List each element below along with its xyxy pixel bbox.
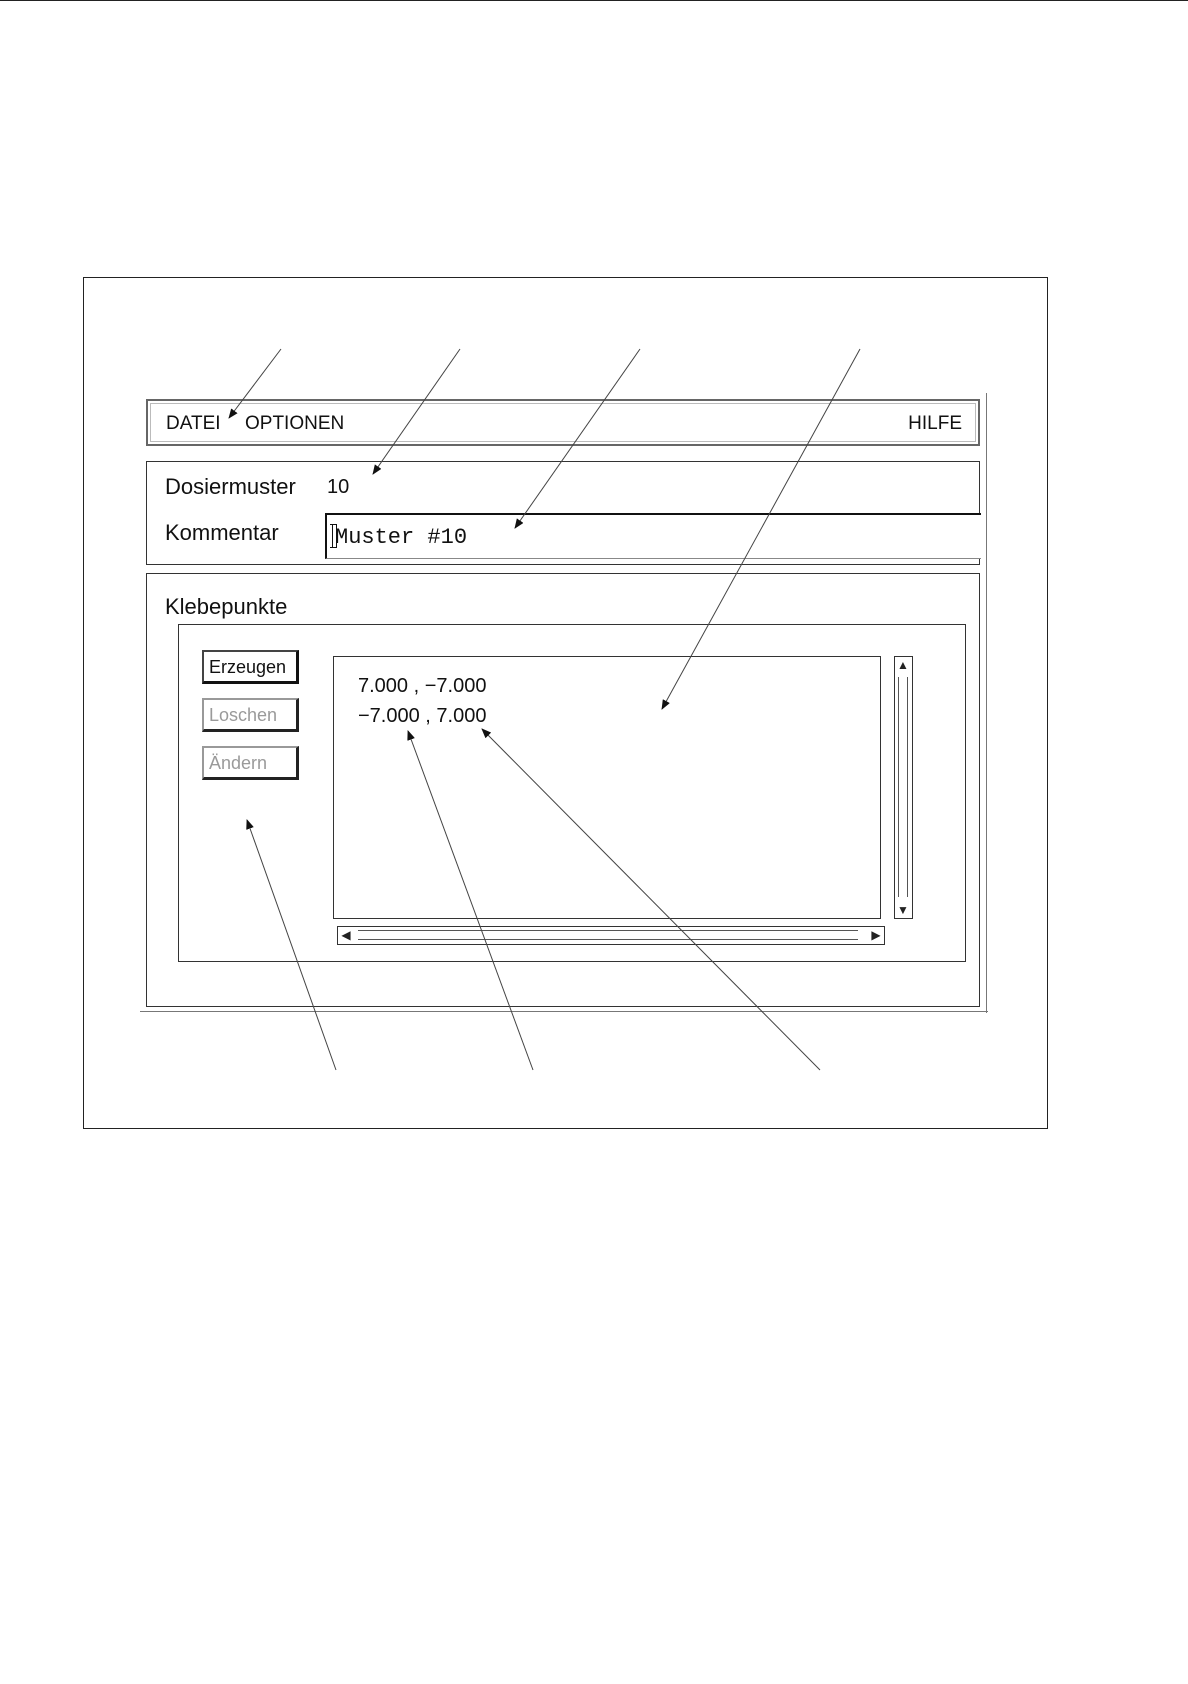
glue-points-list[interactable] — [333, 656, 881, 919]
menu-bar — [146, 399, 980, 446]
pattern-label: Dosiermuster — [165, 474, 296, 499]
menu-hilfe[interactable]: HILFE — [908, 413, 962, 434]
vertical-scroll-track[interactable] — [898, 677, 908, 897]
text-cursor — [332, 524, 337, 548]
comment-value: Muster #10 — [335, 525, 468, 550]
comment-label: Kommentar — [165, 520, 279, 545]
horizontal-scrollbar[interactable] — [337, 926, 885, 945]
vertical-scrollbar[interactable] — [894, 656, 913, 919]
arrow-left-icon[interactable]: ◀ — [341, 928, 351, 942]
glue-points-panel — [146, 573, 980, 1007]
page-top-rule — [0, 0, 1188, 1]
horizontal-scroll-track[interactable] — [358, 930, 858, 940]
window-bottom-edge — [140, 1011, 988, 1012]
arrow-up-icon[interactable]: ▲ — [897, 658, 909, 672]
glue-points-title: Klebepunkte — [165, 594, 288, 619]
list-item[interactable]: −7.000 , 7.000 — [358, 705, 487, 727]
glue-points-box — [178, 624, 966, 962]
arrow-right-icon[interactable]: ▶ — [871, 928, 881, 942]
create-button[interactable]: Erzeugen — [202, 650, 299, 684]
list-item[interactable]: 7.000 , −7.000 — [358, 675, 487, 697]
change-button[interactable]: Ändern — [202, 746, 299, 780]
menu-optionen[interactable]: OPTIONEN — [245, 413, 345, 434]
pattern-panel — [146, 461, 980, 565]
pattern-value: 10 — [327, 476, 350, 498]
comment-input[interactable] — [325, 513, 981, 559]
arrow-down-icon[interactable]: ▼ — [897, 903, 909, 917]
delete-button[interactable]: Loschen — [202, 698, 299, 732]
window-right-edge — [986, 393, 987, 1013]
menu-datei[interactable]: DATEI — [166, 413, 221, 434]
